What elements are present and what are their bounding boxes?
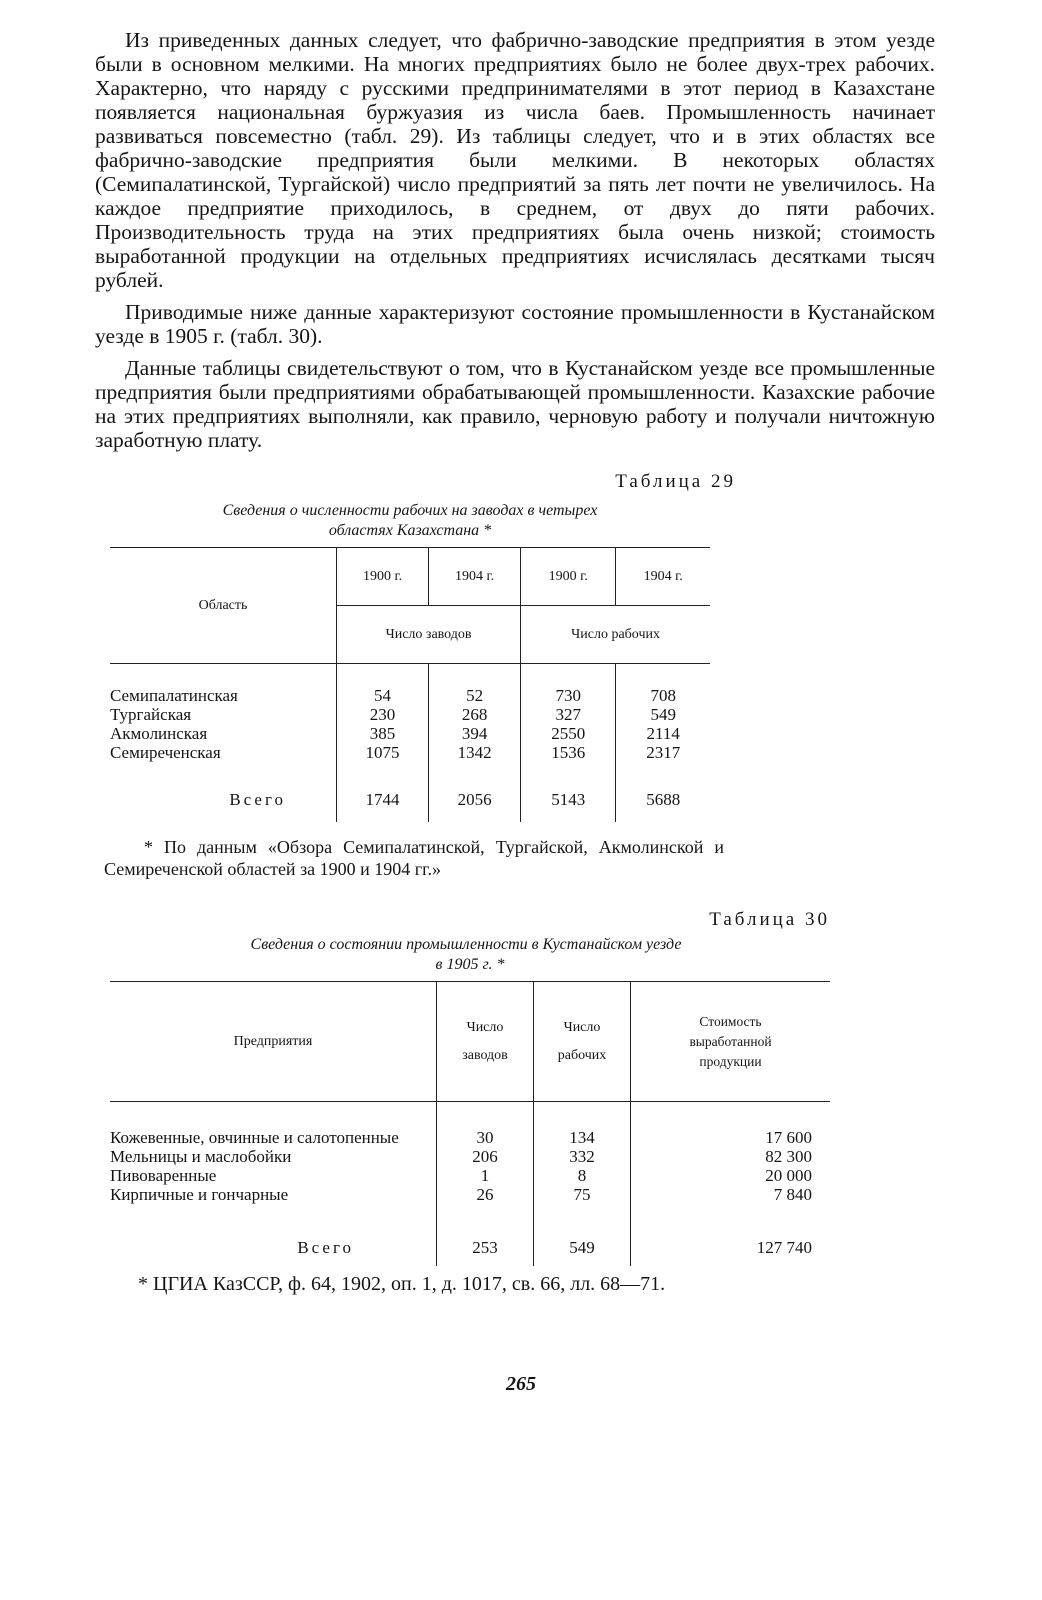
header-line: Число bbox=[563, 1019, 601, 1035]
table-title: в 1905 г. * bbox=[435, 956, 505, 973]
table-row bbox=[110, 1128, 830, 1147]
cell: 7 840 bbox=[631, 1185, 831, 1204]
total-label: Всего bbox=[297, 1237, 354, 1257]
cell: 1 bbox=[437, 1166, 534, 1185]
cell: 708 bbox=[616, 686, 710, 705]
header-line: продукции bbox=[699, 1053, 762, 1069]
header-line: выработанной bbox=[689, 1033, 772, 1049]
group-header: Число рабочих bbox=[521, 606, 710, 664]
header-line: Стоимость bbox=[699, 1013, 762, 1029]
cell: 20 000 bbox=[631, 1166, 831, 1185]
cell: 385 bbox=[337, 724, 429, 743]
region-name: Тургайская bbox=[110, 704, 192, 724]
cell: 394 bbox=[429, 724, 521, 743]
region-name: Семиреченская bbox=[110, 742, 221, 762]
cell: 230 bbox=[337, 705, 429, 724]
footnote: * По данным «Обзора Семипалатинской, Тургайской, Акмолинской и Семиреченской областей за 1900 и 1904 гг.» bbox=[104, 836, 724, 879]
region-name: Семипалатинская bbox=[110, 685, 238, 705]
cell: 26 bbox=[437, 1185, 534, 1204]
enterprise-name: Пивоваренные bbox=[110, 1165, 217, 1185]
cell: 5143 bbox=[521, 790, 616, 822]
total-row bbox=[110, 1238, 830, 1266]
cell: 1536 bbox=[521, 743, 616, 762]
table-title: Сведения о состоянии промышленности в Кустанайском уезде bbox=[250, 936, 682, 953]
cell: 327 bbox=[521, 705, 616, 724]
cell: 17 600 bbox=[631, 1128, 831, 1147]
cell: 332 bbox=[534, 1147, 631, 1166]
table-label: Таблица 30 bbox=[709, 909, 830, 930]
cell: 1744 bbox=[337, 790, 429, 822]
paragraph: Из приведенных данных следует, что фабрично-заводские предприятия в этом уезде были в основном мелкими. На многих предприятиях было не более двух-трех рабочих. Характерно, что наряду с русскими предпринимателями в этот период в Казахстане появляется национальная буржуазия из числа баев. Промышленность начинает развиваться повсеместно (табл. 29). Из таблицы следует, что и в этих областях все фабрично-заводские предприятия были мелкими. В некоторых областях (Семипалатинской, Тургайской) число предприятий за пять лет почти не увеличилось. На каждое предприятие приходилось, в среднем, от двух до пяти рабочих. Производительность труда на этих предприятиях была очень низкой; стоимость выработанной продукции на отдельных предприятиях исчислялась десятками тысяч рублей. bbox=[95, 28, 935, 292]
column-header bbox=[534, 982, 631, 1102]
cell: 8 bbox=[534, 1166, 631, 1185]
region-name: Акмолинская bbox=[110, 723, 208, 743]
cell: 730 bbox=[521, 686, 616, 705]
table-row bbox=[110, 1166, 830, 1185]
enterprise-name: Мельницы и маслобойки bbox=[110, 1146, 292, 1166]
page-number: 265 bbox=[506, 1373, 536, 1395]
column-header: 1900 г. bbox=[521, 548, 616, 606]
header-line: заводов bbox=[462, 1047, 508, 1063]
column-header: Предприятия bbox=[110, 982, 437, 1102]
group-header: Число заводов bbox=[337, 606, 521, 664]
header-line: Число bbox=[466, 1019, 504, 1035]
cell: 206 bbox=[437, 1147, 534, 1166]
cell: 134 bbox=[534, 1128, 631, 1147]
table-row bbox=[110, 686, 710, 705]
cell: 127 740 bbox=[631, 1238, 831, 1266]
cell: 253 bbox=[437, 1238, 534, 1266]
cell: 30 bbox=[437, 1128, 534, 1147]
total-row bbox=[110, 790, 710, 822]
table-row bbox=[110, 724, 710, 743]
paragraph: Данные таблицы свидетельствуют о том, что в Кустанайском уезде все промышленные предприятия были предприятиями обрабатывающей промышленности. Казахские рабочие на этих предприятиях выполняли, как правило, черновую работу и получали ничтожную заработную плату. bbox=[95, 356, 935, 452]
paragraph: Приводимые ниже данные характеризуют состояние промышленности в Кустанайском уезде в 1905 г. (табл. 30). bbox=[95, 300, 935, 348]
cell: 549 bbox=[534, 1238, 631, 1266]
column-header bbox=[631, 982, 831, 1102]
footnote: * ЦГИА КазССР, ф. 64, 1902, оп. 1, д. 1017, св. 66, лл. 68—71. bbox=[138, 1272, 666, 1295]
cell: 549 bbox=[616, 705, 710, 724]
table-title: Сведения о численности рабочих на заводах в четырех bbox=[222, 502, 598, 519]
cell: 5688 bbox=[616, 790, 710, 822]
table-row bbox=[110, 1185, 830, 1204]
table-label: Таблица 29 bbox=[615, 471, 736, 492]
body-text bbox=[95, 28, 935, 452]
cell: 75 bbox=[534, 1185, 631, 1204]
workers-table bbox=[110, 547, 710, 822]
cell: 268 bbox=[429, 705, 521, 724]
industry-table bbox=[110, 981, 830, 1266]
table-30-block bbox=[110, 909, 830, 1296]
table-29-block bbox=[104, 471, 736, 880]
header-line: рабочих bbox=[557, 1047, 607, 1063]
cell: 1075 bbox=[337, 743, 429, 762]
cell: 2056 bbox=[429, 790, 521, 822]
cell: 52 bbox=[429, 686, 521, 705]
cell: 82 300 bbox=[631, 1147, 831, 1166]
enterprise-name: Кожевенные, овчинные и салотопенные bbox=[110, 1127, 399, 1147]
cell: 2317 bbox=[616, 743, 710, 762]
cell: 2550 bbox=[521, 724, 616, 743]
column-header: 1904 г. bbox=[616, 548, 710, 606]
column-header: 1904 г. bbox=[429, 548, 521, 606]
column-header: 1900 г. bbox=[337, 548, 429, 606]
cell: 54 bbox=[337, 686, 429, 705]
table-row bbox=[110, 705, 710, 724]
column-header: Область bbox=[110, 548, 337, 664]
enterprise-name: Кирпичные и гончарные bbox=[110, 1184, 289, 1204]
table-title: областях Казахстана * bbox=[328, 522, 492, 539]
cell: 2114 bbox=[616, 724, 710, 743]
total-label: Всего bbox=[229, 789, 286, 809]
cell: 1342 bbox=[429, 743, 521, 762]
table-row bbox=[110, 1147, 830, 1166]
table-row bbox=[110, 743, 710, 762]
column-header bbox=[437, 982, 534, 1102]
